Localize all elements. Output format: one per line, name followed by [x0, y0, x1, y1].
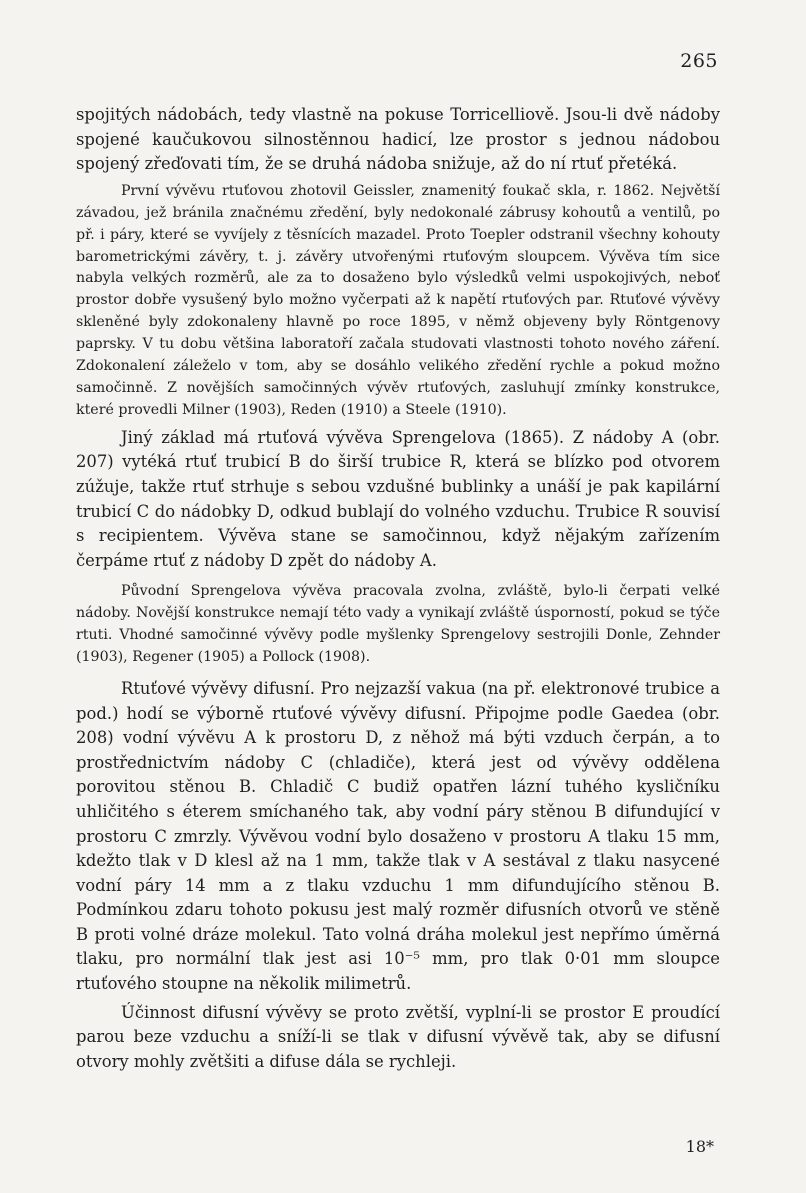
paragraph-6: Účinnost difusní vývěvy se proto zvětší, vyplní-li se prostor E proudící parou beze vzduchu a sníží-li se tlak v difusní vývěvě tak, aby se difusní otvory mohly zvětšiti a difuse dála se rychleji.: [76, 1002, 720, 1071]
paragraph-1: spojitých nádobách, tedy vlastně na pokuse Torricelliově. Jsou-li dvě nádoby spojené kaučukovou silnostěnnou hadicí, lze prostor s jednou nádobou spojený zřeďovati tím, že se druhá nádoba snižuje, až do ní rtuť přetéká.: [76, 105, 720, 174]
paragraph-5: Rtuťové vývěvy difusní. Pro nejzazší vakua (na př. elektronové trubice a pod.) hodí se výborně rtuťové vývěvy difusní. Připojme podle Gaedea (obr. 208) vodní vývěvu A k prostoru D, z něhož má býti vzduch čerpán, a to prostřednictvím nádoby C (chladiče), která jest od vývěvy oddělena porovitou stěnou B. Chladič C budiž opatřen lázní tuhého kysličníku uhličitého s éterem smíchaného tak, aby vodní páry stěnou B difundující v prostoru C zmrzly. Vývěvou vodní bylo dosaženo v prostoru A tlaku 15 mm, kdežto tlak v D klesl až na 1 mm, takže tlak v A sestával z tlaku nasycené vodní páry 14 mm a z tlaku vzduchu 1 mm difundujícího stěnou B. Podmínkou zdaru tohoto pokusu jest malý rozměr difusních otvorů ve stěně B proti volné dráze molekul. Tato volná dráha molekul jest nepřímo úměrná tlaku, pro normální tlak jest asi 10⁻⁵ mm, pro tlak 0·01 mm sloupce rtuťového stoupne na několik milimetrů.: [76, 678, 720, 994]
signature-mark: 18*: [685, 1137, 714, 1156]
paragraph-3: Jiný základ má rtuťová vývěva Sprengelova (1865). Z nádoby A (obr. 207) vytéká rtuť trubicí B do širší trubice R, která se blízko pod otvorem zúžuje, takže rtuť strhuje s sebou vzdušné bublinky a unáší je pak kapilární trubicí C do nádobky D, odkud bublají do volného vzduchu. Trubice R souvisí s recipientem. Vývěva stane se samočinnou, když nějakým zařízením čerpáme rtuť z nádoby D zpět do nádoby A.: [76, 427, 720, 570]
page-number: 265: [680, 50, 718, 72]
page-body: [76, 103, 720, 1074]
paragraph-4: Původní Sprengelova vývěva pracovala zvolna, zvláště, bylo-li čerpati velké nádoby. Novější konstrukce nemají této vady a vynikají zvláště úsporností, pokud se týče rtuti. Vhodné samočinné vývěvy podle myšlenky Sprengelovy sestrojili Donle, Zehnder (1903), Regener (1905) a Pollock (1908).: [76, 583, 720, 666]
paragraph-2: První vývěvu rtuťovou zhotovil Geissler, znamenitý foukač skla, r. 1862. Největší závadou, jež bránila značnému zředění, byly nedokonalé zábrusy kohoutů a ventilů, po př. i páry, které se vyvíjely z těsnících mazadel. Proto Toepler odstranil všechny kohouty barometrickými závěry, t. j. závěry utvořenými rtuťovým sloupcem. Vývěva tím sice nabyla velkých rozměrů, ale za to dosaženo bylo výsledků velmi uspokojivých, neboť prostor dobře vysušený bylo možno vyčerpati až k napětí rtuťových par. Rtuťové vývěvy skleněné byly zdokonaleny hlavně po roce 1895, v němž objeveny byly Röntgenovy paprsky. V tu dobu většina laboratoří začala studovati vlastnosti tohoto nového záření. Zdokonalení záleželo v tom, aby se dosáhlo velikého zředění rychle a pokud možno samočinně. Z novějších samočinných vývěv rtuťových, zasluhují zmínky konstrukce, které provedli Milner (1903), Reden (1910) a Steele (1910).: [76, 182, 720, 418]
